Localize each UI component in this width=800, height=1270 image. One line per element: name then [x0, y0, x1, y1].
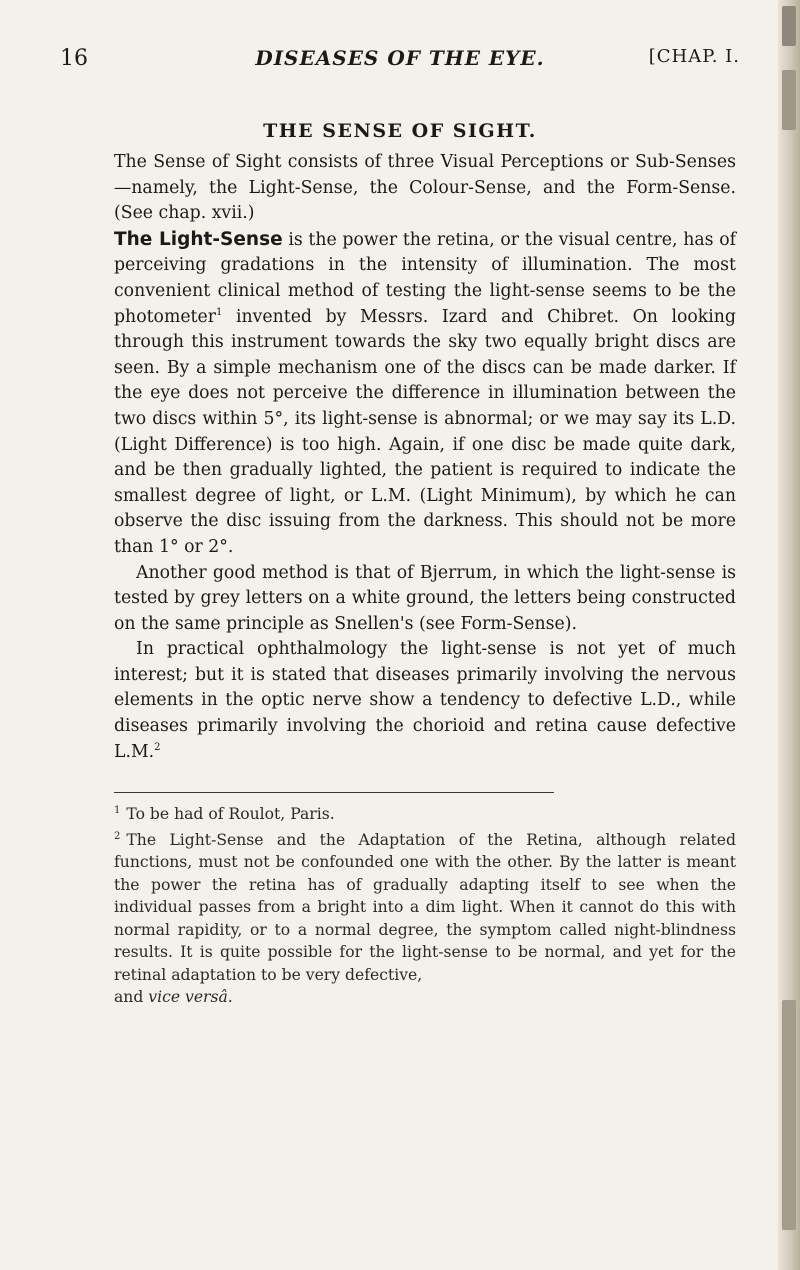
- light-sense-text-a: is the power the retina, or the visual centre, has of perceiving gradations in the intensity of illumination. The most convenient clinical method of testing the light-sense seems to be the photometer: [114, 229, 736, 327]
- footnote-2-text: The Light-Sense and the Adaptation of the Retina, although related functions, must not be confounded one with the other. By the latter is meant the power the retina has of gradually adapting itself to see when the individual passes from a bright into a dim light. When it cannot do this with normal rapidity, or to a normal degree, the symptom called night-blindness results. It is quite possible for the light-sense to be normal, and yet for the retinal adaptation to be very defective,: [114, 830, 736, 984]
- practical-text: In practical ophthalmology the light-sense is not yet of much interest; but it is stated that diseases primarily involving the nervous elements in the optic nerve show a tendency to defective L.D., while diseases primarily involving the chorioid and retina cause defective L.M.: [114, 639, 736, 762]
- chapter-label: [CHAP. I.: [648, 46, 740, 67]
- paragraph-practical: [114, 637, 736, 765]
- page-header: [60, 44, 740, 76]
- edge-mark: [782, 1000, 796, 1230]
- page-edge-shadow: [778, 0, 800, 1270]
- footnote-2-ending: [114, 986, 736, 1009]
- run-in-heading-light-sense: The Light-Sense: [114, 228, 283, 250]
- footnotes: [114, 800, 736, 1009]
- footnote-1-text: To be had of Roulot, Paris.: [126, 805, 335, 824]
- footnote-2-mark: 2: [114, 830, 121, 842]
- footnote-1: [114, 800, 736, 826]
- paragraph-sense-of-sight: The Sense of Sight consists of three Visual Perceptions or Sub-Senses—namely, the Light-Sense, the Colour-Sense, and the Form-Sense. (See chap. xvii.): [114, 152, 736, 224]
- light-sense-text-b: invented by Messrs. Izard and Chibret. On looking through this instrument towards the sky two equally bright discs are seen. By a simple mechanism one of the discs can be made darker. If the eye does not perceive the difference in illumination between the two discs within 5°, its light-sense is abnormal; or we may say its L.D. (Light Difference) is too high. Again, if one disc be made quite dark, and be then gradually lighted, the patient is required to indicate the smallest degree of light, or L.M. (Light Minimum), by which he can observe the disc issuing from the darkness. This should not be more than 1° or 2°.: [114, 306, 736, 557]
- footnote-ref-1: 1: [216, 306, 223, 318]
- running-title: DISEASES OF THE EYE.: [255, 46, 545, 70]
- footnote-rule: [114, 792, 554, 793]
- footnote-2-end: and: [114, 988, 144, 1007]
- footnote-2: [114, 826, 736, 987]
- paragraph-light-sense: [114, 227, 736, 561]
- edge-mark: [782, 70, 796, 130]
- edge-mark: [782, 6, 796, 46]
- paragraph-bjerrum: Another good method is that of Bjerrum, in which the light-sense is tested by grey letters on a white ground, the letters being constructed on the same principle as Snellen's (see Form-Sense).: [114, 562, 736, 634]
- footnote-1-mark: 1: [114, 805, 121, 816]
- body-text: [114, 150, 736, 765]
- section-heading: THE SENSE OF SIGHT.: [263, 120, 537, 142]
- footnote-ref-2: 2: [154, 741, 161, 753]
- footnote-2-end-italic: vice versâ.: [148, 988, 233, 1007]
- page-number: 16: [60, 46, 88, 71]
